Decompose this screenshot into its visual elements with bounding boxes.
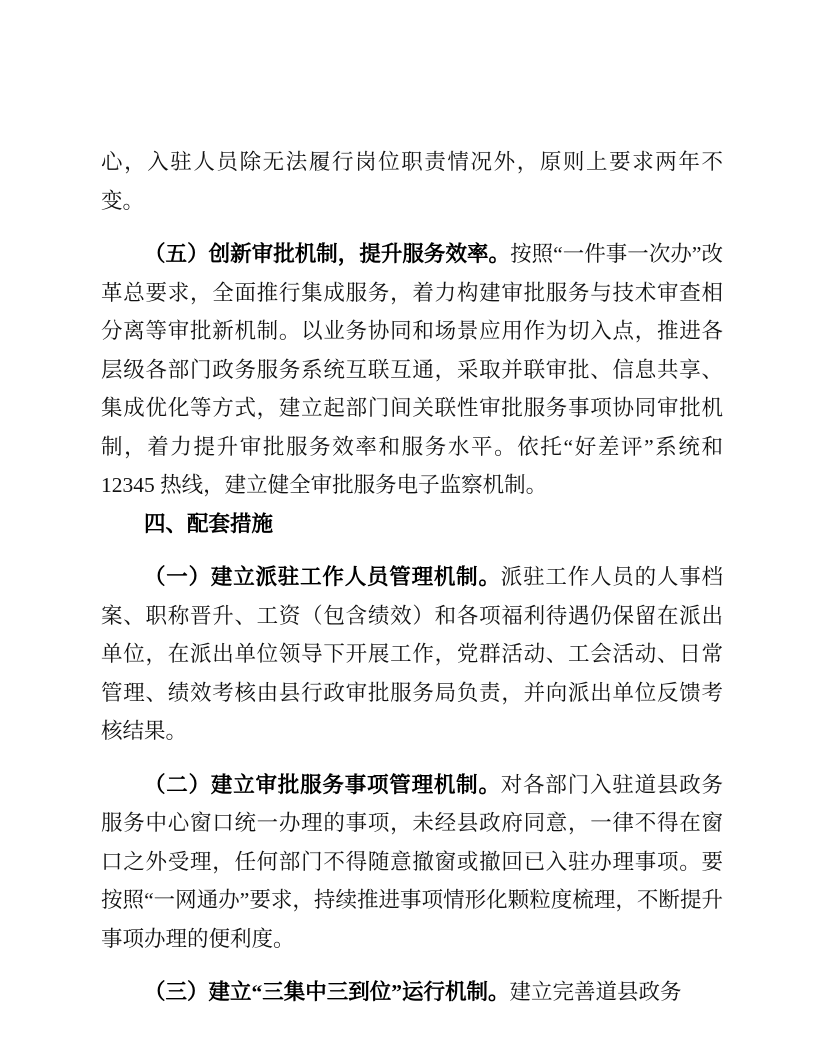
paragraph-lead-bold: （五）创新审批机制，提升服务效率。: [144, 242, 511, 266]
section-heading: 四、配套措施: [144, 511, 274, 536]
paragraph-lead-bold: （一）建立派驻工作人员管理机制。: [144, 565, 501, 589]
paragraph-text: 按照“一件事一次办”改革总要求，全面推行集成服务，着力构建审批服务与技术审查相分离等审批新机制。以业务协同和场景应用作为切入点，推进各层级各部门政务服务系统互联互通，采取并联审批、信息共享、集成优化等方式，建立起部门间关联性审批服务事项协同审批机制，着力提升审批服务效率和服务水平。依托“好差评”系统和12345 热线，建立健全审批服务电子监察机制。: [101, 242, 723, 497]
paragraph-item-two: [101, 766, 723, 959]
paragraph-item-one: [101, 558, 723, 751]
paragraph-text: 建立完善道县政务: [509, 980, 682, 1004]
paragraph-continuation: [101, 143, 723, 220]
paragraph-text: 派驻工作人员的人事档案、职称晋升、工资（包含绩效）和各项福利待遇仍保留在派出单位，在派出单位领导下开展工作，党群活动、工会活动、日常管理、绩效考核由县行政审批服务局负责，并向派出单位反馈考核结果。: [101, 565, 723, 743]
paragraph-lead-bold: （三）建立“三集中三到位”运行机制。: [144, 980, 510, 1004]
paragraph-text: 对各部门入驻道县政务服务中心窗口统一办理的事项，未经县政府同意，一律不得在窗口之外受理，任何部门不得随意撤窗或撤回已入驻办理事项。要按照“一网通办”要求，持续推进事项情形化颗粒度梳理，不断提升事项办理的便利度。: [101, 772, 723, 951]
paragraph-text: 心，入驻人员除无法履行岗位职责情况外，原则上要求两年不变。: [101, 150, 723, 213]
paragraph-item-three: [101, 973, 723, 1012]
paragraph-lead-bold: （二）建立审批服务事项管理机制。: [144, 772, 501, 797]
paragraph-item-five: [101, 235, 723, 505]
